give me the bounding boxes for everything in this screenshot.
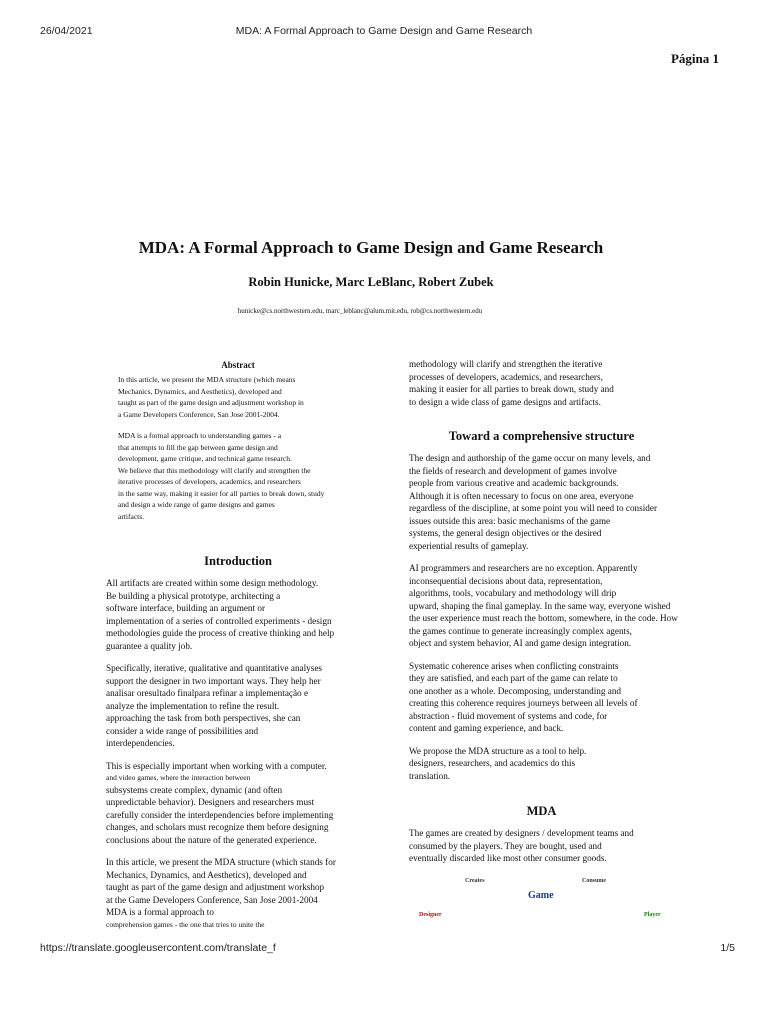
abstract-paragraph-2: MDA is a formal approach to understanding games - a that attempts to fill the gap between game design and development, game critique, and technical game research. We believe that this methodology will clarify and strengthen the iterative processes of developers, academics, and researchers in the same way, making it easier for all parties to break down, study and design a wide range of game designs and games artifacts. [118, 431, 325, 521]
diagram-label-designer: Designer [419, 912, 442, 918]
intro-paragraph-3-lead: This is especially important when working with a computer. [106, 760, 327, 771]
print-header-title: MDA: A Formal Approach to Game Design and Game Research [235, 25, 533, 37]
diagram-label-consume: Consume [582, 878, 607, 884]
abstract-body [118, 374, 358, 532]
introduction-body [106, 577, 356, 930]
print-header-date: 26/04/2021 [40, 25, 93, 37]
abstract-continuation-text: methodology will clarify and strengthen the iterative processes of developers, academics, and researchers, making it easier for all parties to break down, study and to design a wide class of game designs and artifacts. [409, 359, 614, 407]
intro-paragraph-3-rest: subsystems create complex, dynamic (and often unpredictable behavior). Designers and researchers must carefully consider the interdependencies before implementing changes, and scholars must recognize them before designing conclusions about the nature of the generated experience. [106, 784, 334, 845]
introduction-heading: Introduction [204, 554, 272, 568]
toward-paragraph-1: The design and authorship of the game occur on many levels, and the fields of research and development of games involve people from various creative and academic backgrounds. Although it is often necessary to focus on one area, everyone regardless of the discipline, at some point you will need to consider issues outside this area: basic mechanisms of the game systems, the general design objectives or the desired experiential results of gameplay. [409, 453, 658, 551]
intro-paragraph-1: All artifacts are created within some design methodology. Be building a physical prototype, architecting a software interface, building an argument or implementation of a series of controlled experiments - design methodologies guide the process of creative thinking and help guarantee a quality job. [106, 578, 335, 651]
abstract-heading: Abstract [221, 360, 255, 370]
abstract-paragraph-1: In this article, we present the MDA structure (which means Mechanics, Dynamics, and Aesthetics), developed and taught as part of the game design and adjustment workshop in a Game Developers Conference, San Jose 2001-2004. [118, 375, 304, 419]
diagram-label-creates: Creates [465, 878, 485, 884]
abstract-continuation [409, 358, 709, 418]
page-label: Página 1 [670, 51, 719, 66]
intro-paragraph-4-tail: comprehension games - the one that tries to unite the [106, 919, 265, 929]
paper-emails: hunicke@cs.northwestern.edu, marc_leblanc@alum.mit.edu, rob@cs.northwestern.edu [237, 307, 483, 315]
toward-paragraph-2: AI programmers and researchers are no exception. Apparently inconsequential decisions about data, representation, algorithms, tools, vocabulary and methodology will drip upward, shaping the final gameplay. In the same way, everyone wished the user experience must reach the bottom, somewhere, in the code. How the games continue to generate increasingly complex agents, object and system behavior, AI and game design integration. [409, 563, 678, 648]
mda-paragraph-1: The games are created by designers / development teams and consumed by the players. They are bought, used and eventually discarded like most other consumer goods. [409, 828, 634, 863]
mda-body [409, 827, 709, 875]
mda-heading: MDA [526, 804, 557, 818]
print-footer-url: https://translate.googleusercontent.com/translate_f [40, 942, 276, 954]
toward-paragraph-3: Systematic coherence arises when conflicting constraints they are satisfied, and each part of the game can relate to one another as a whole. Decomposing, understanding and creating this coherence requires journeys between all levels of abstraction - fluid movement of systems and code, for content and gaming experience, and back. [409, 660, 638, 733]
intro-paragraph-2: Specifically, iterative, qualitative and quantitative analyses support the designer in two important ways. They help her analisar oresultado finalpara refinar a implementação e analyze the implementation to refine the result. approaching the task from both perspectives, she can consider a wide range of possibilities and interdependencies. [106, 663, 322, 748]
toward-paragraph-4: We propose the MDA structure as a tool to help. designers, researchers, and academics do this translation. [409, 745, 587, 781]
toward-body [409, 452, 709, 792]
toward-heading: Toward a comprehensive structure [448, 429, 635, 443]
diagram-label-player: Player [644, 912, 661, 918]
print-footer-page-count: 1/5 [720, 942, 735, 954]
intro-paragraph-4: In this article, we present the MDA structure (which stands for Mechanics, Dynamics, and Aesthetics), developed and taught as part of the game design and adjustment workshop at the Game Developers Conference, San Jose 2001-2004 MDA is a formal approach to [106, 857, 336, 917]
diagram-label-game: Game [528, 890, 554, 901]
paper-authors: Robin Hunicke, Marc LeBlanc, Robert Zubek [248, 275, 494, 289]
intro-paragraph-3-small: and video games, where the interaction between [106, 773, 251, 782]
paper-title: MDA: A Formal Approach to Game Design and Game Research [138, 238, 604, 257]
